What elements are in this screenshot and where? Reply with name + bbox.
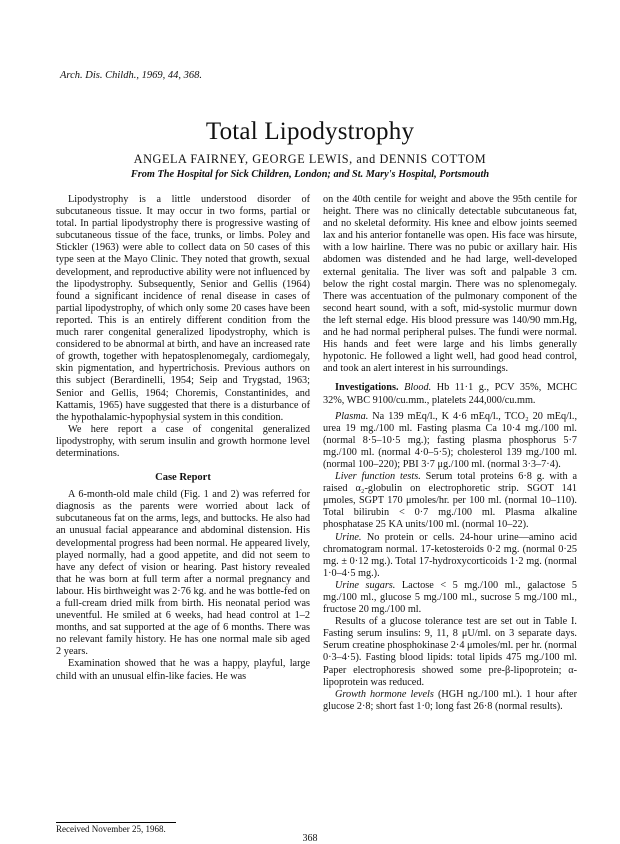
blood-text: Hb 11·1 g., PCV 35%, MCHC 32%, WBC 9100/cu.mm., platelets 244,000/cu.mm. xyxy=(323,382,578,406)
received-footnote: Received November 25, 1968. xyxy=(56,824,166,834)
growth-hormone-paragraph xyxy=(323,689,577,713)
urine-sugars-label: Urine sugars. xyxy=(335,579,396,591)
growth-hormone-text: (HGH ng./100 ml.). 1 hour after glucose 2·8; short fast 1·0; long fast 26·8 (normal results). xyxy=(323,688,578,712)
plasma-text: Na 139 mEq/l., K 4·6 mEq/l., TCO₂ 20 mEq/l., urea 19 mg./100 ml. Fasting plasma Ca 10·4 mg./100 ml. (normal 8·5–10·5 mg.); fasting plasma phosphorus 5·7 mg./100 ml. (normal 4·0–5·5); cholesterol 139 mg./100 ml. (normal 100–220); PBI 3·7 μg./100 ml. (normal 3·3–7·4). xyxy=(323,410,578,470)
intro-paragraph-1: Lipodystrophy is a little understood disorder of subcutaneous tissue. It may occur in two forms, partial or total. In partial lipodystrophy there is progressive wasting of subcutaneous tissue of the face, trunks, or limbs. Poley and Stickler (1963) were able to collect data on 50 cases of this type seen at the Mayo Clinic. They noted that growth, sexual development, and reproductive ability were not influenced by the lipodystrophy. Subsequently, Senior and Gellis (1964) found a significant incidence of renal disease in cases of partial lipodystrophy, of which only some 20 cases have been reported. This is an entirely different condition from the much rarer congenital generalized lipodystrophy, which is considered to be abnormal at birth, and have an increased rate of growth, together with hepatosplenomegaly, cardiomegaly, skin pigmentation, and hypertrichosis. Previous authors on this subject (Berardinelli, 1954; Seip and Trygstad, 1963; Senior and Gellis, 1964; Choremis, Constantinides, and Kattamis, 1965) have suggested that there is a disturbance of the hypothalamic-hypophysial system in this condition. xyxy=(56,194,310,423)
right-column xyxy=(323,194,577,713)
footnote-rule xyxy=(56,822,176,823)
case-paragraph-2: Examination showed that he was a happy, playful, large child with an unusual elfin-like facies. He was xyxy=(56,658,310,682)
liver-paragraph xyxy=(323,471,577,531)
authors: ANGELA FAIRNEY, GEORGE LEWIS, and DENNIS COTTOM xyxy=(133,152,487,166)
urine-text: No protein or cells. 24-hour urine—amino acid chromatogram normal. 17-ketosteroids 0·2 mg. (normal 0·25 mg. ± 0·12 mg.). Total 17-hydroxycorticoids 1·2 mg. (normal 1·0–4·5 mg.). xyxy=(323,531,577,579)
intro-paragraph-2: We here report a case of congenital generalized lipodystrophy, with serum insulin and growth hormone level determinations. xyxy=(56,423,310,459)
examination-paragraph: on the 40th centile for weight and above the 95th centile for height. There was no clinically detectable subcutaneous fat, and no skeletal deformity. His knee and elbow joints seemed lax and his anterior fontanelle was open. His face was hirsute, with a low hairline. There was no pubic or axillary hair. His abdomen was distended and he had large, well-developed external genitalia. The liver was soft and palpable 3 cm. below the right costal margin. There was no splenomegaly. There was accentuation of the pulmonary component of the second heart sound, with a soft, mid-systolic murmur down the left sternal edge. His blood pressure was 140/90 mm.Hg, and he had normal peripheral pulses. The fundi were normal. His hands and feet were large and his limbs generally hypotonic. He followed a light well, had good head control, and took an alert interest in his surroundings. xyxy=(323,194,577,375)
plasma-label: Plasma. xyxy=(335,410,369,422)
growth-hormone-label: Growth hormone levels xyxy=(335,688,434,700)
affiliation: From The Hospital for Sick Children, London; and St. Mary's Hospital, Portsmouth xyxy=(130,169,490,180)
investigations-label: Investigations. xyxy=(335,382,399,394)
case-report-heading: Case Report xyxy=(155,472,211,484)
urine-label: Urine. xyxy=(335,531,362,543)
running-head: Arch. Dis. Childh., 1969, 44, 368. xyxy=(60,70,202,81)
left-column xyxy=(56,194,310,683)
liver-label: Liver function tests. xyxy=(335,471,421,483)
urine-sugars-paragraph xyxy=(323,580,577,616)
liver-text: Serum total proteins 6·8 g. with a raised α₂-globulin on electrophoretic strip. SGOT 141 μmoles, SGPT 170 μmoles/hr. per 100 ml. (normal 10–110). Total bilirubin < 0·7 mg./100 ml. Plasma alkaline phosphatase 25 KA units/100 ml. (normal 10–22). xyxy=(323,471,578,531)
gtt-paragraph: Results of a glucose tolerance test are set out in Table I. Fasting serum insulins: 9, 11, 8 μU/ml. on 3 separate days. Serum creatine phosphokinase 2·4 μmoles/ml. per hr. (normal 0·3–4·5). Fasting blood lipids: total lipids 475 mg./100 ml. Paper electrophoresis showed some pre-β-lipoprotein; α-lipoprotein was reduced. xyxy=(323,616,577,688)
plasma-paragraph xyxy=(323,411,577,471)
urine-sugars-text: Lactose < 5 mg./100 ml., galactose 5 mg./100 ml., glucose 5 mg./100 ml., sucrose 5 mg./100 ml., fructose 20 mg./100 ml. xyxy=(323,579,577,616)
urine-paragraph xyxy=(323,532,577,580)
investigations-blood xyxy=(323,382,577,406)
case-paragraph-1: A 6-month-old male child (Fig. 1 and 2) was referred for diagnosis as the parents were worried about lack of subcutaneous fat on the arms, legs, and buttocks. He also had an unusual facial appearance and abdominal distension. His developmental progress had been normal. He appeared lively, played normally, had a good appetite, and did not seem to have any defect of vision or hearing. Past history revealed that he was born at full term after a normal pregnancy and labour. His birthweight was 2·76 kg. and he was bottle-fed on a full-cream dried milk from birth. His neonatal period was uneventful. He smiled at 6 weeks, had head control at 1–2 months, and sat supported at the age of 6 months. There was no relevant family history. He has one normal male sib aged 2 years. xyxy=(56,489,310,658)
blood-label: Blood. xyxy=(404,382,432,394)
page-number: 368 xyxy=(302,833,318,844)
article-title: Total Lipodystrophy xyxy=(205,118,415,145)
